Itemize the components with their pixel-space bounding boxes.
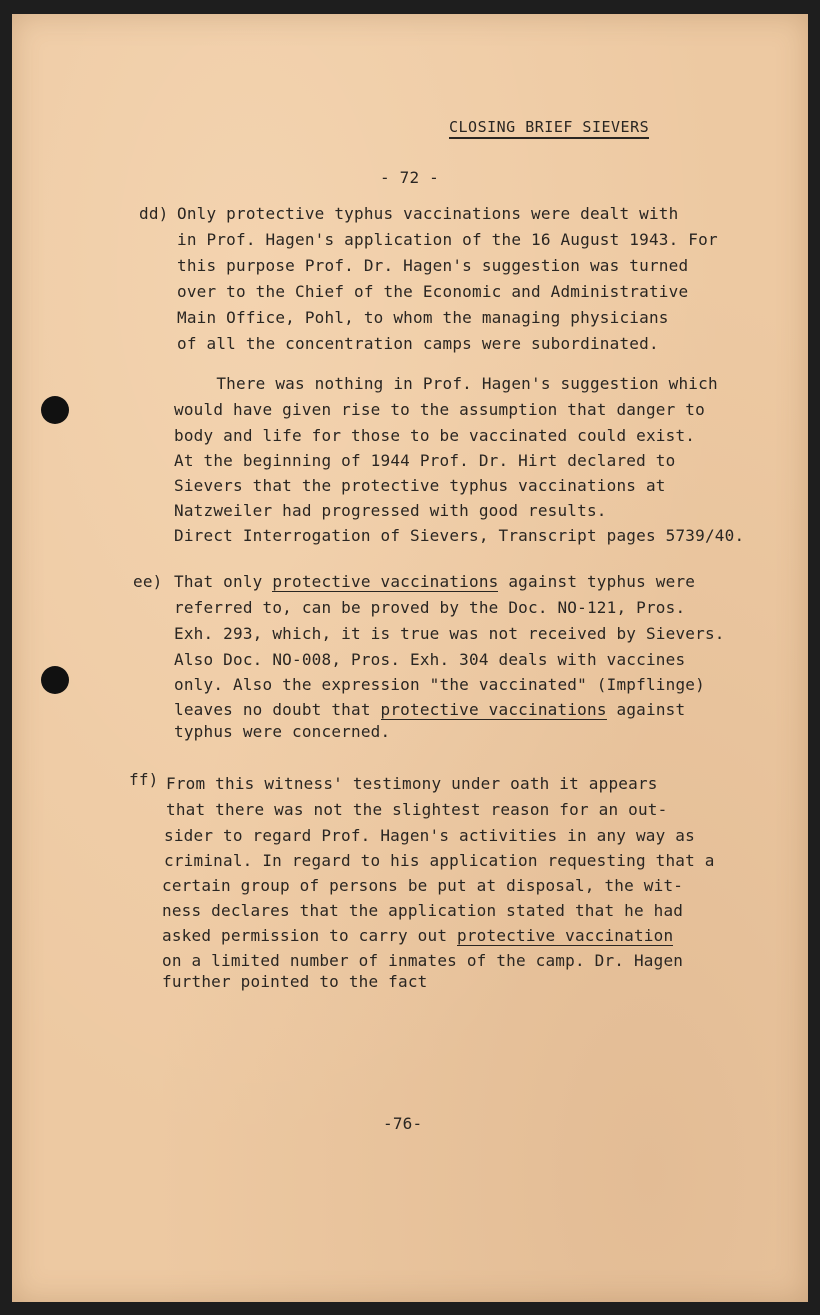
ee-line-4: Also Doc. NO-008, Pros. Exh. 304 deals with vaccines <box>174 650 686 669</box>
ee-line-1-pre: That only <box>174 572 273 591</box>
dd-line-1: Only protective typhus vaccinations were dealt with <box>177 204 679 223</box>
ff-line-9: further pointed to the fact <box>162 972 428 991</box>
punch-hole-top <box>41 396 69 424</box>
dd-para2-line-3: body and life for those to be vaccinated could exist. <box>174 426 696 445</box>
ee-line-7: typhus were concerned. <box>174 722 391 741</box>
dd-para2-line-1: There was nothing in Prof. Hagen's suggestion which <box>177 374 718 393</box>
ee-line-6-pre: leaves no doubt that <box>174 700 381 719</box>
dd-para2-line-6: Natzweiler had progressed with good results. <box>174 501 607 520</box>
ff-line-5: certain group of persons be put at disposal, the wit- <box>162 876 684 895</box>
dd-line-3: this purpose Prof. Dr. Hagen's suggestion was turned <box>177 256 689 275</box>
ff-line-1: From this witness' testimony under oath it appears <box>166 774 658 793</box>
page-number-bottom: -76- <box>383 1114 423 1133</box>
dd-line-2: in Prof. Hagen's application of the 16 August 1943. For <box>177 230 718 249</box>
section-ff-label: ff) <box>129 770 159 789</box>
ee-line-3: Exh. 293, which, it is true was not received by Sievers. <box>174 624 725 643</box>
ee-line-6-post: against <box>606 700 686 719</box>
punch-hole-bottom <box>41 666 69 694</box>
ff-line-8: on a limited number of inmates of the camp. Dr. Hagen <box>162 951 684 970</box>
closing-brief-title: CLOSING BRIEF SIEVERS <box>449 118 649 139</box>
dd-para2-line-2: would have given rise to the assumption that danger to <box>174 400 705 419</box>
dd-para2-line-7: Direct Interrogation of Sievers, Transcript pages 5739/40. <box>174 526 745 545</box>
section-dd-label: dd) <box>139 204 169 223</box>
ff-underlined-phrase: protective vaccination <box>456 926 674 945</box>
ff-line-7 <box>162 924 673 948</box>
ee-line-1-post: against typhus were <box>498 572 696 591</box>
ff-line-2: that there was not the slightest reason for an out- <box>166 800 668 819</box>
ee-line-1 <box>174 570 695 594</box>
ee-line-6 <box>174 698 685 722</box>
dd-para2-line-5: Sievers that the protective typhus vaccinations at <box>174 476 666 495</box>
ff-line-6: ness declares that the application stated that he had <box>162 901 684 920</box>
ee-line-5: only. Also the expression "the vaccinated" (Impflinge) <box>174 675 705 694</box>
ff-line-7-pre: asked permission to carry out <box>162 926 457 945</box>
dd-para2-line-4: At the beginning of 1944 Prof. Dr. Hirt declared to <box>174 451 676 470</box>
section-ee-label: ee) <box>133 572 163 591</box>
page-number-top: - 72 - <box>380 168 439 187</box>
dd-line-4: over to the Chief of the Economic and Administrative <box>177 282 689 301</box>
ff-line-3: sider to regard Prof. Hagen's activities in any way as <box>164 826 695 845</box>
ee-underlined-phrase-2: protective vaccinations <box>380 700 607 719</box>
ee-underlined-phrase-1: protective vaccinations <box>272 572 499 591</box>
ee-line-2: referred to, can be proved by the Doc. NO-121, Pros. <box>174 598 686 617</box>
dd-line-5: Main Office, Pohl, to whom the managing physicians <box>177 308 669 327</box>
dd-line-6: of all the concentration camps were subordinated. <box>177 334 659 353</box>
ff-line-4: criminal. In regard to his application requesting that a <box>164 851 715 870</box>
